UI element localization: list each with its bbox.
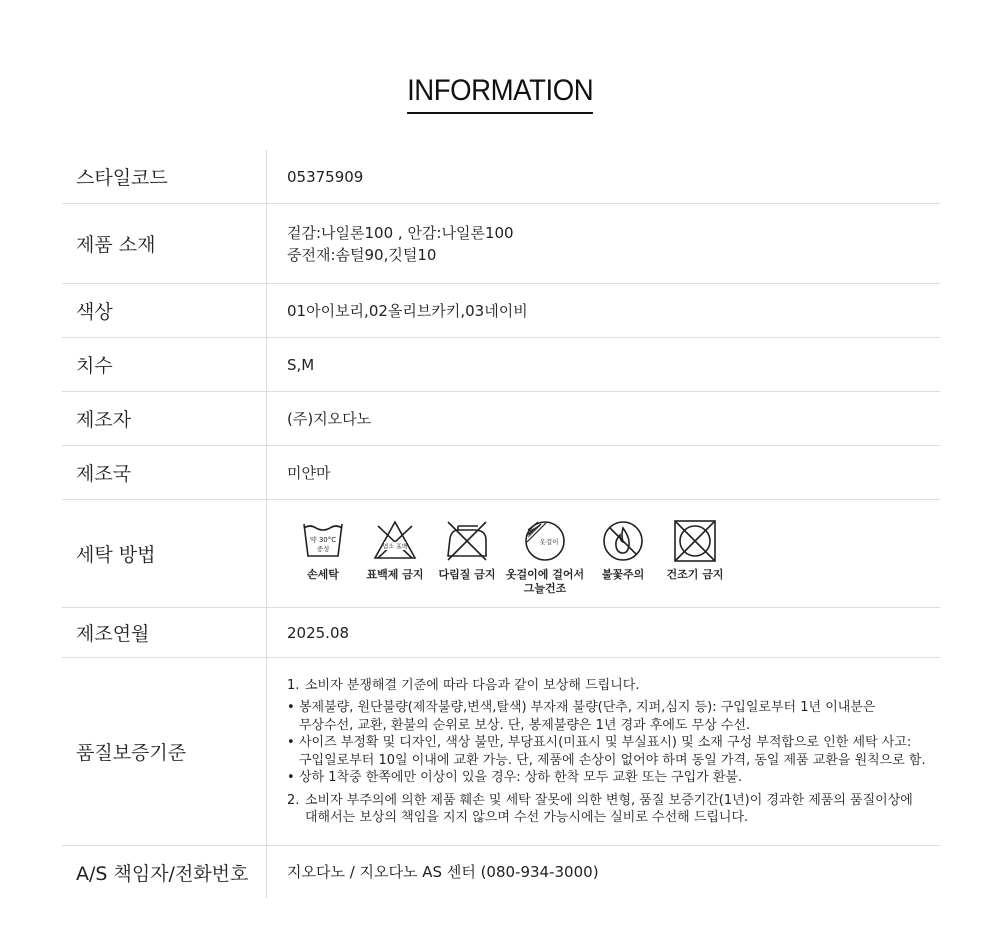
hand-wash-detergent: 중성 xyxy=(316,545,330,553)
quality-bullet-1-line-2: 무상수선, 교환, 환불의 순위로 보상. 단, 봉제불량은 1년 경과 후에도 무상 수선. xyxy=(299,717,751,733)
hang-dry-shade-icon xyxy=(522,518,568,564)
no-bleach-inner: 염소 표백 xyxy=(382,543,408,551)
quality-bullet-2-line-1: 사이즈 부정확 및 디자인, 색상 불만, 부당표시(미표시 및 부실표시) 및 소재 구성 부적합으로 인한 세탁 사고: xyxy=(299,735,912,750)
value-quality xyxy=(267,658,940,845)
care-no-iron xyxy=(431,518,503,582)
care-no-tumble-dry xyxy=(659,518,731,582)
quality-item-2 xyxy=(287,792,940,810)
label-date: 제조연월 xyxy=(62,608,267,657)
country-text: 미얀마 xyxy=(287,463,331,482)
value-date xyxy=(267,608,940,657)
care-no-bleach xyxy=(359,518,431,582)
label-manufacturer: 제조자 xyxy=(62,392,267,445)
hand-wash-icon xyxy=(300,518,346,564)
quality-item-1-num: 1. xyxy=(287,677,300,693)
row-manufacturer xyxy=(62,392,940,446)
value-size xyxy=(267,338,940,391)
care-hand-wash xyxy=(287,518,359,582)
row-style-code xyxy=(62,150,940,204)
quality-item-1-text: 소비자 분쟁해결 기준에 따라 다음과 같이 보상해 드립니다. xyxy=(305,677,640,693)
fire-caption: 불꽃주의 xyxy=(601,568,645,581)
label-material: 제품 소재 xyxy=(62,204,267,283)
hand-wash-caption: 손세탁 xyxy=(307,568,339,581)
row-size xyxy=(62,338,940,392)
row-washing xyxy=(62,500,940,608)
material-line-1: 겉감:나일론100 , 안감:나일론100 xyxy=(287,223,514,242)
quality-item-2-num: 2. xyxy=(287,792,300,808)
bullet-mark: • xyxy=(287,735,295,750)
info-table xyxy=(62,150,940,898)
page-title: INFORMATION xyxy=(407,72,593,114)
size-text: S,M xyxy=(287,355,315,374)
as-text: 지오다노 / 지오다노 AS 센터 (080-934-3000) xyxy=(287,863,599,881)
label-size: 치수 xyxy=(62,338,267,391)
no-bleach-caption: 표백제 금지 xyxy=(366,568,424,581)
quality-bullet-3-line-1: 상하 1착중 한쪽에만 이상이 있을 경우: 상하 한착 모두 교환 또는 구입가 환불. xyxy=(299,770,743,785)
manufacturer-text: (주)지오다노 xyxy=(287,409,372,428)
quality-bullet-2 xyxy=(287,734,940,752)
quality-item-1 xyxy=(287,677,940,695)
label-color: 색상 xyxy=(62,284,267,337)
no-iron-caption: 다림질 금지 xyxy=(438,568,496,581)
color-text: 01아이보리,02올리브카키,03네이비 xyxy=(287,301,528,320)
value-color xyxy=(267,284,940,337)
no-tumble-dry-icon xyxy=(672,518,718,564)
hand-wash-temp: 약 30°C xyxy=(309,536,337,544)
quality-bullet-3 xyxy=(287,769,940,787)
no-tumble-dry-caption: 건조기 금지 xyxy=(666,568,724,581)
value-manufacturer xyxy=(267,392,940,445)
quality-item-2-line-2: 대해서는 보상의 책임을 지지 않으며 수선 가능시에는 실비로 수선해 드립니다. xyxy=(305,810,749,825)
label-quality: 품질보증기준 xyxy=(62,658,267,845)
no-iron-icon xyxy=(444,518,490,564)
row-quality xyxy=(62,658,940,846)
quality-bullet-1-line-1: 봉제불량, 원단불량(제작불량,변색,탈색) 부자재 불량(단추, 지퍼,심지 등): 구입일로부터 1년 이내분은 xyxy=(299,700,876,715)
washing-icons xyxy=(267,500,940,607)
value-style-code xyxy=(267,150,940,203)
value-country xyxy=(267,446,940,499)
hang-dry-caption: 옷걸이에 걸어서 그늘건조 xyxy=(505,568,585,595)
bullet-mark: • xyxy=(287,700,295,715)
label-style-code: 스타일코드 xyxy=(62,150,267,203)
row-country xyxy=(62,446,940,500)
material-line-2: 중전재:솜털90,깃털10 xyxy=(287,245,437,264)
no-bleach-icon xyxy=(372,518,418,564)
care-fire xyxy=(587,518,659,582)
label-country: 제조국 xyxy=(62,446,267,499)
label-washing: 세탁 방법 xyxy=(62,500,267,607)
value-as xyxy=(267,846,940,898)
date-text: 2025.08 xyxy=(287,623,350,642)
fire-caution-icon xyxy=(600,518,646,564)
care-hang-dry xyxy=(503,518,587,596)
quality-item-2-line-1: 소비자 부주의에 의한 제품 훼손 및 세탁 잘못에 의한 변형, 품질 보증기간(1년)이 경과한 제품의 품질이상에 xyxy=(305,792,913,808)
style-code-text: 05375909 xyxy=(287,167,364,186)
title-wrap xyxy=(0,72,1000,114)
row-material xyxy=(62,204,940,284)
bullet-mark: • xyxy=(287,770,295,785)
hang-dry-inner: 옷걸이 xyxy=(539,538,559,546)
row-color xyxy=(62,284,940,338)
quality-bullet-2-line-2: 구입일로부터 10일 이내에 교환 가능. 단, 제품에 손상이 없어야 하며 동일 가격, 동일 제품 교환을 원칙으로 함. xyxy=(299,752,926,768)
row-as xyxy=(62,846,940,898)
value-material xyxy=(267,204,940,283)
label-as: A/S 책임자/전화번호 xyxy=(62,846,267,898)
quality-bullet-1 xyxy=(287,699,940,717)
row-date xyxy=(62,608,940,658)
